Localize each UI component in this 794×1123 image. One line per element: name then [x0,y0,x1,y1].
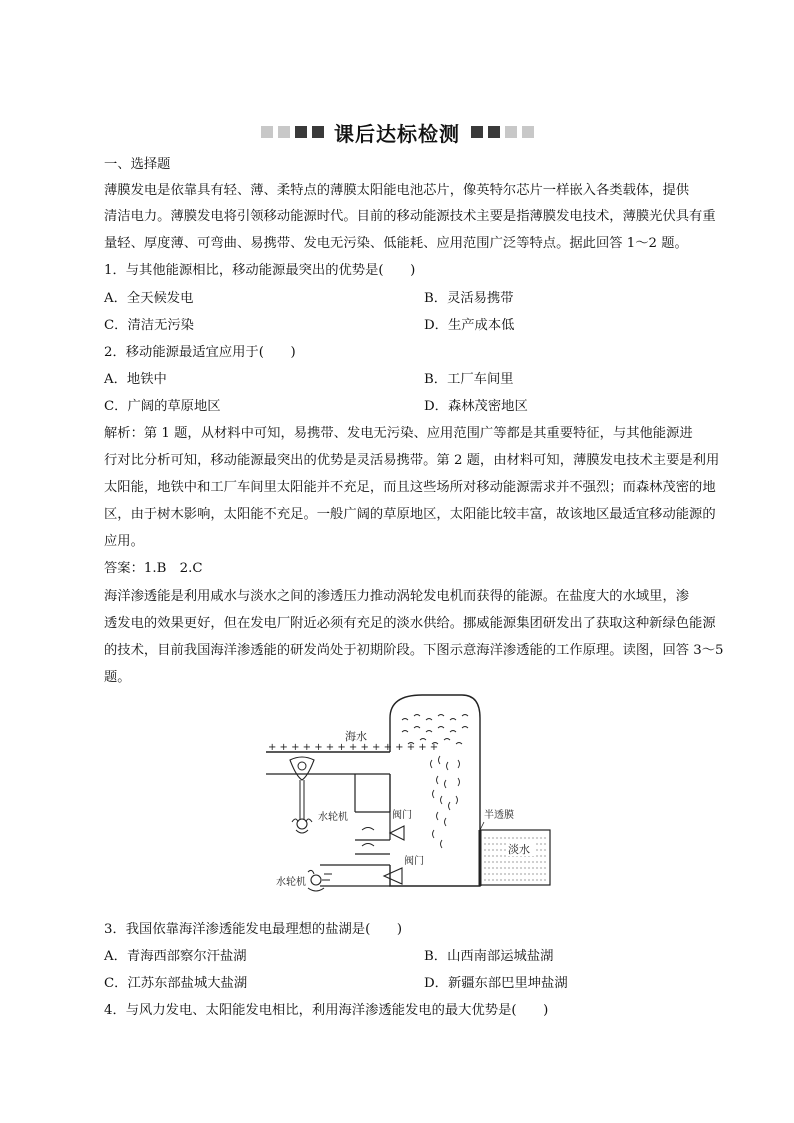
analysis-line: 行对比分析可知，移动能源最突出的优势是灵活易携带。第 2 题，由材料可知，薄膜发电技术主要是利用 [104,453,720,468]
valve-upper-icon [390,826,404,840]
option-b[interactable]: B．山西南部运城盐湖 [424,949,554,964]
passage2-line: 题。 [104,670,131,685]
option-c[interactable]: C．广阔的草原地区 [104,399,221,414]
analysis-line: 应用。 [104,534,144,549]
seawater-plus-row: + + + + + + + + + + + + + + + [268,742,439,753]
question-stem: 1．与其他能源相比，移动能源最突出的优势是( ) [104,263,416,278]
decor-square [295,126,307,138]
turbine-lower-label: 水轮机 [276,877,306,888]
option-a[interactable]: A．地铁中 [104,372,167,387]
intake-funnel [290,757,314,780]
question-stem: 4．与风力发电、太阳能发电相比，利用海洋渗透能发电的最大优势是( ) [104,1003,549,1018]
diagram-svg [262,690,562,905]
turbine-upper-icon [292,819,312,833]
passage1-line: 量轻、厚度薄、可弯曲、易携带、发电无污染、低能耗、应用范围广泛等特点。据此回答 1～2 题。 [104,236,688,251]
option-a[interactable]: A．青海西部察尔汗盐湖 [104,949,247,964]
turbine-lower-icon [308,870,324,891]
answer-text: 答案：1.B 2.C [104,561,203,576]
passage2-line: 海洋渗透能是利用咸水与淡水之间的渗透压力推动涡轮发电机而获得的能源。在盐度大的水域里，渗 [104,589,690,604]
option-d[interactable]: D．生产成本低 [424,318,515,333]
valve-lower-icon [384,868,402,884]
decor-square [522,126,534,138]
passage1-line: 薄膜发电是依靠具有轻、薄、柔特点的薄膜太阳能电池芯片，像英特尔芯片一样嵌入各类载体，提供 [104,183,690,198]
freshwater-label: 淡水 [508,843,530,856]
decor-square [488,126,500,138]
option-c[interactable]: C．清洁无污染 [104,318,194,333]
passage1-line: 清洁电力。薄膜发电将引领移动能源时代。目前的移动能源技术主要是指薄膜发电技术，薄膜光伏具有重 [104,209,716,224]
decor-square [312,126,324,138]
valve-lower-label: 阀门 [404,856,424,867]
membrane-label: 半透膜 [484,810,514,821]
option-a[interactable]: A．全天候发电 [104,291,194,306]
analysis-line: 解析：第 1 题，从材料中可知，易携带、发电无污染、应用范围广等都是其重要特征，与其他能源进 [104,426,693,441]
passage2-line: 透发电的效果更好，但在发电厂附近必须有充足的淡水供给。挪威能源集团研发出了获取这种新绿色能源 [104,616,716,631]
decor-square [261,126,273,138]
tank-bubbles [402,715,468,849]
decor-square [505,126,517,138]
freshwater-tank [480,830,550,885]
decor-square [471,126,483,138]
seawater-label: 海水 [345,730,367,743]
decor-square [278,126,290,138]
option-d[interactable]: D．森林茂密地区 [424,399,528,414]
page-title: 课后达标检测 [334,121,460,146]
analysis-line: 区，由于树木影响，太阳能不充足。一般广阔的草原地区，太阳能比较丰富，故该地区最适宜移动能源的 [104,507,716,522]
option-c[interactable]: C．江苏东部盐城大盐湖 [104,976,248,991]
turbine-upper-label: 水轮机 [318,812,348,823]
valve-upper-label: 阀门 [392,810,412,821]
passage2-line: 的技术，目前我国海洋渗透能的研发尚处于初期阶段。下图示意海洋渗透能的工作原理。读图，回答 3～5 [104,643,724,658]
option-b[interactable]: B．灵活易携带 [424,291,514,306]
option-b[interactable]: B．工厂车间里 [424,372,514,387]
question-stem: 2．移动能源最适宜应用于( ) [104,345,296,360]
question-stem: 3．我国依靠海洋渗透能发电最理想的盐湖是( ) [104,922,403,937]
osmotic-power-diagram [262,690,562,905]
option-d[interactable]: D．新疆东部巴里坤盐湖 [424,976,568,991]
section-heading: 一、选择题 [104,157,171,172]
title-banner [0,118,794,146]
analysis-line: 太阳能，地铁中和工厂车间里太阳能并不充足，而且这些场所对移动能源需求并不强烈；而森林茂密的地 [104,480,716,495]
